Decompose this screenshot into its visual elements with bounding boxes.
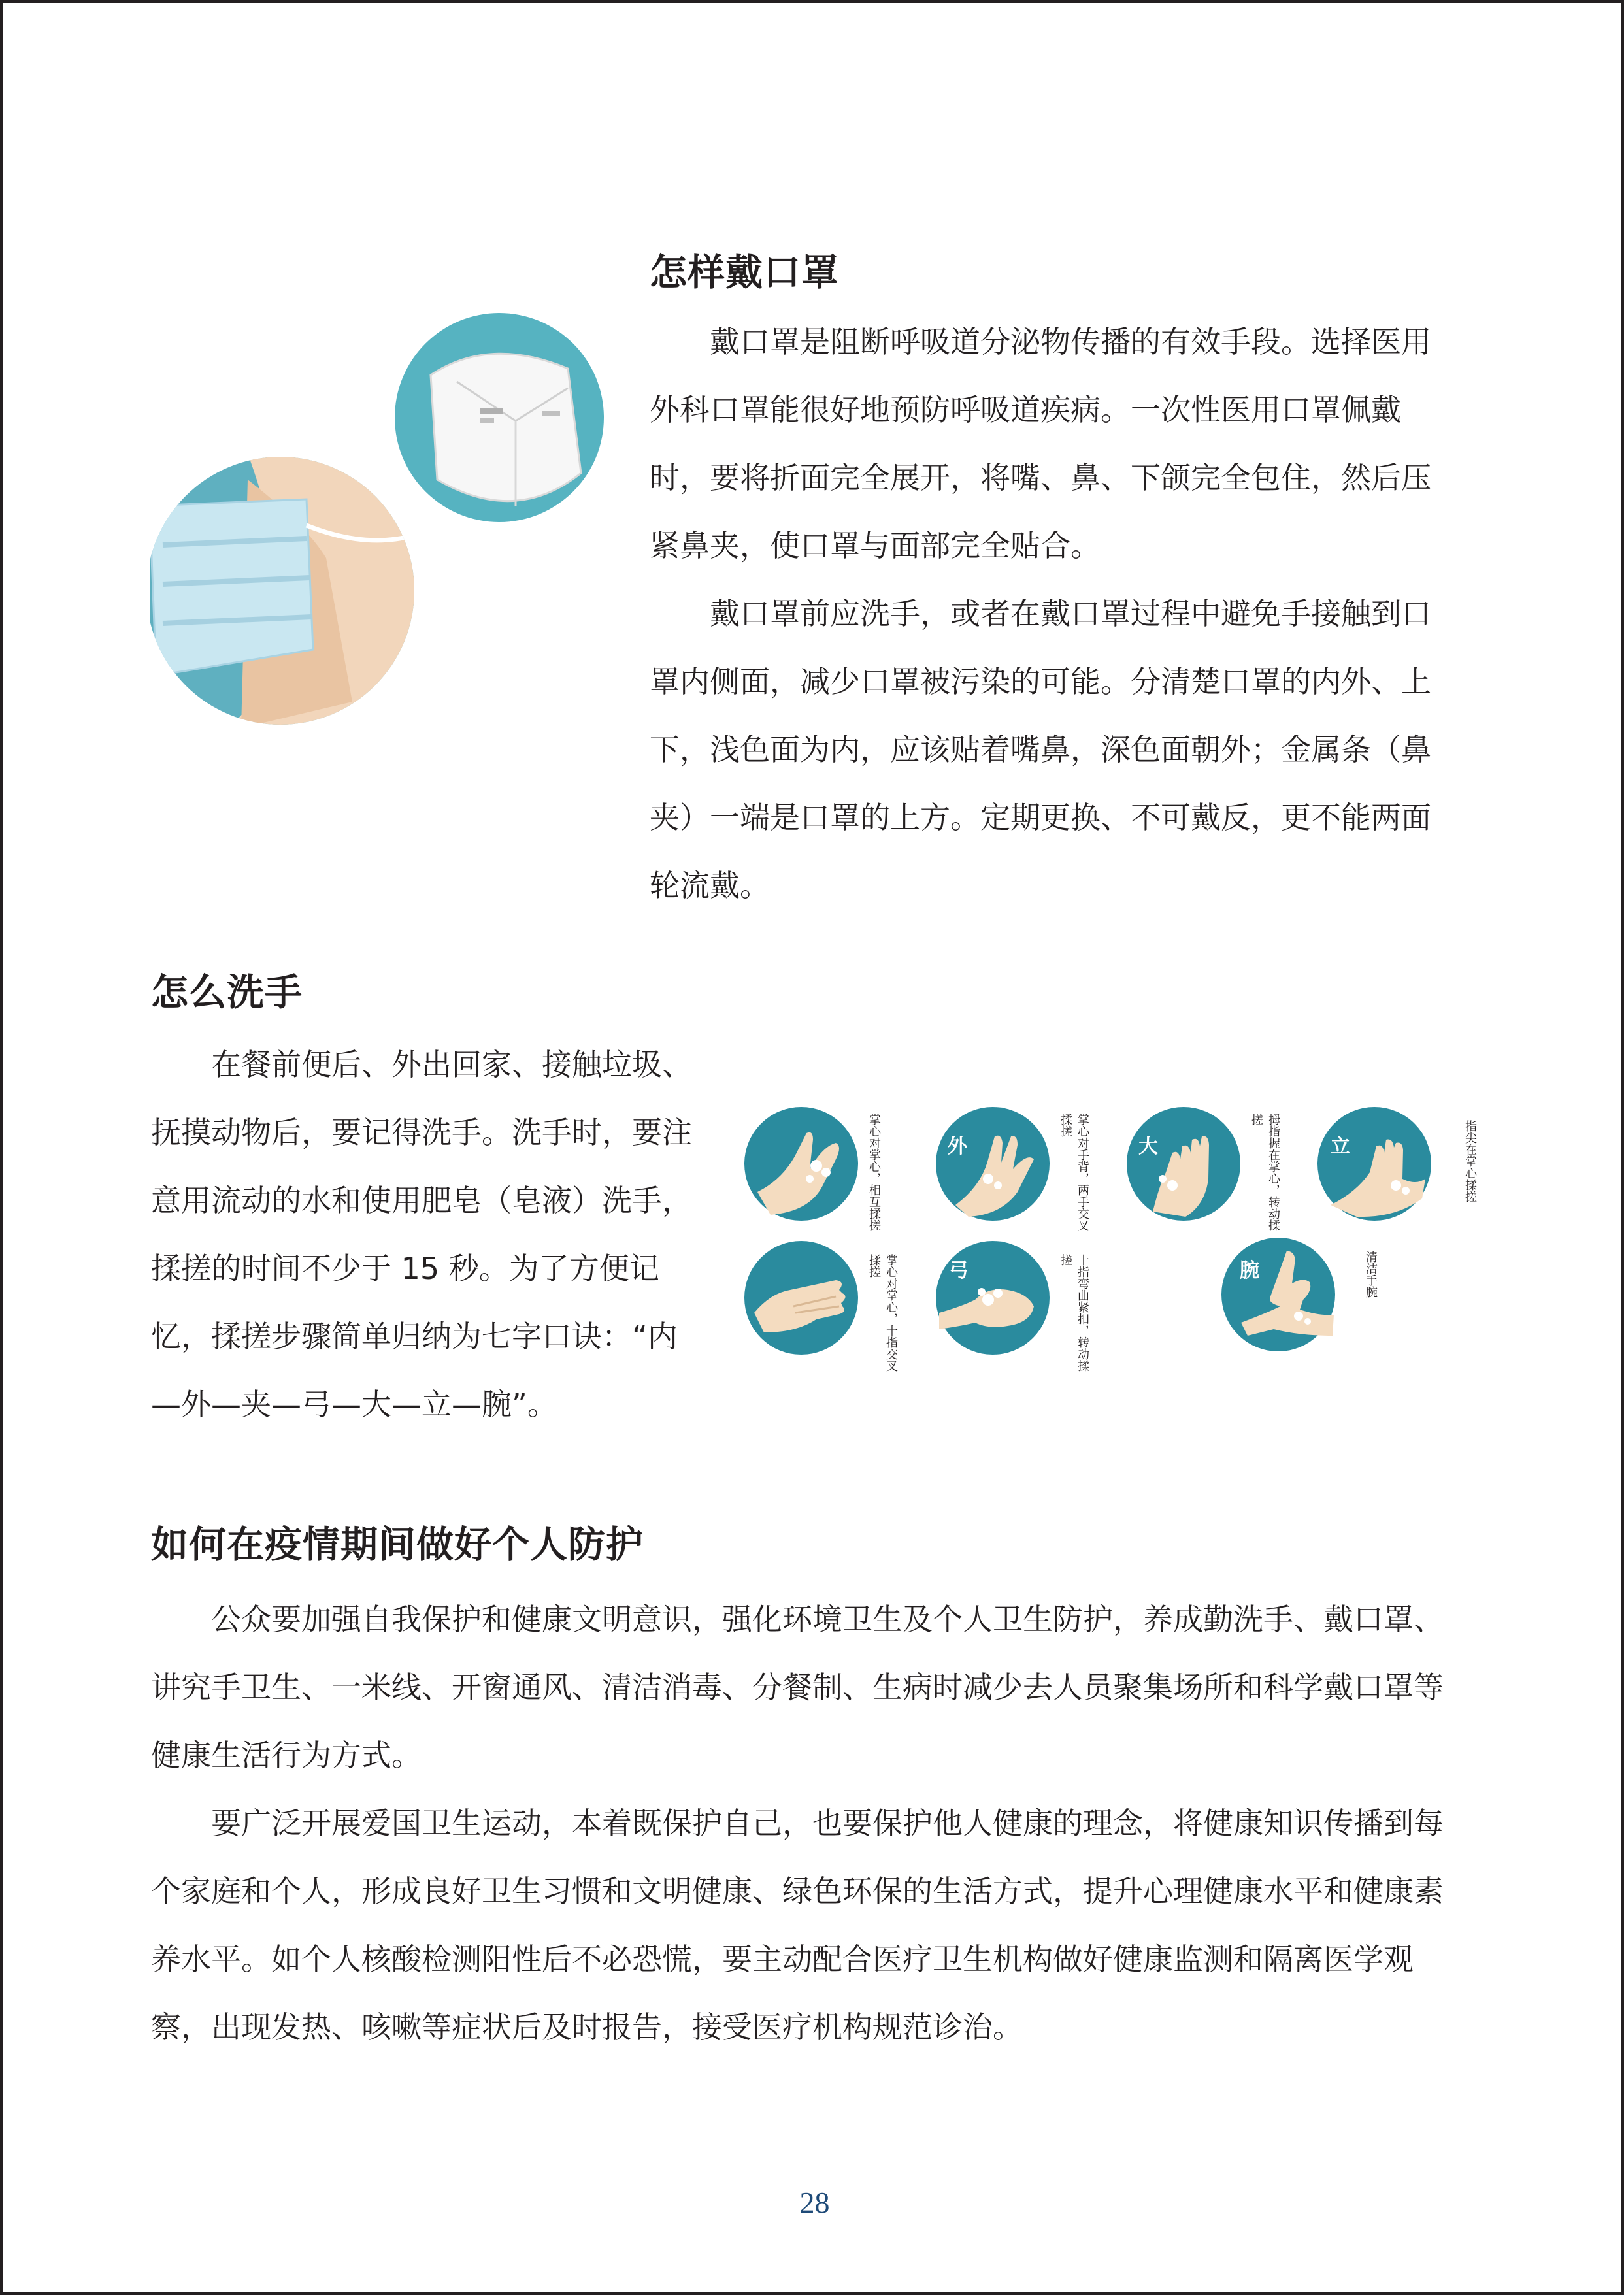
handwash-step-4-caption: 指尖在掌心揉搓: [1463, 1120, 1477, 1202]
handwash-step-7: [1221, 1238, 1391, 1368]
protection-paragraph-1: 公众要加强自我保护和健康文明意识，强化环境卫生及个人卫生防护，养成勤洗手、戴口罩、讲究手卫生、一米线、开窗通风、清洁消毒、分餐制、生病时减少去人员聚集场所和科学戴口罩等健康生活行为方式。: [151, 1602, 1444, 1773]
protection-paragraph-2: 要广泛开展爱国卫生运动，本着既保护自己，也要保护他人健康的理念，将健康知识传播到每个家庭和个人，形成良好卫生习惯和文明健康、绿色环保的生活方式，提升心理健康水平和健康素养水平。如个人核酸检测阳性后不必恐慌，要主动配合医疗卫生机构做好健康监测和隔离医学观察，出现发热、咳嗽等症状后及时报告，接受医疗机构规范诊治。: [151, 1806, 1444, 2045]
handwash-step-6-caption: 十指弯曲紧扣，转动揉搓: [1059, 1254, 1089, 1372]
handwash-step-6-char: 弓: [949, 1259, 969, 1282]
palm-to-palm-icon: [744, 1107, 859, 1221]
handwash-paragraph: 在餐前便后、外出回家、接触垃圾、抚摸动物后，要记得洗手。洗手时，要注意用流动的水和使用肥皂（皂液）洗手，揉搓的时间不少于 15 秒。为了方便记忆，揉搓步骤简单归纳为七字口诀：“内—外—夹—弓—大—立—腕”。: [151, 1047, 692, 1422]
surgical-mask-photo: [150, 454, 424, 728]
mask-section-heading: 怎样戴口罩: [650, 251, 839, 294]
locked-fingers-icon: [936, 1241, 1050, 1355]
handwash-step-5: [744, 1241, 914, 1372]
protection-section-text: [151, 1585, 1461, 2061]
handwash-step-2-char: 外: [948, 1135, 967, 1158]
fingertips-in-palm-icon: [1317, 1107, 1432, 1221]
interlaced-fingers-icon: [744, 1241, 859, 1355]
wrist-wash-icon: [1221, 1238, 1336, 1352]
handwash-step-7-caption: 清洁手腕: [1364, 1251, 1378, 1298]
handwash-step-3-char: 大: [1138, 1135, 1158, 1158]
protection-section-heading: 如何在疫情期间做好个人防护: [151, 1523, 644, 1566]
palm-over-back-icon: [936, 1107, 1050, 1221]
handwash-step-1: [744, 1107, 914, 1238]
mask-illustration: [150, 310, 607, 728]
handwash-step-4-char: 立: [1331, 1135, 1350, 1158]
handwash-step-7-char: 腕: [1240, 1259, 1259, 1282]
handwash-step-5-caption: 掌心对掌心，十指交叉揉搓: [867, 1254, 898, 1372]
mask-section-text: [650, 308, 1460, 919]
handwash-step-2-caption: 掌心对手背，两手交叉揉搓: [1059, 1114, 1089, 1231]
handwash-step-2: [936, 1107, 1106, 1238]
handwash-section-text: [151, 1031, 701, 1438]
handwash-section-heading: 怎么洗手: [151, 971, 303, 1014]
thumb-rotate-icon: [1127, 1107, 1241, 1221]
handwash-step-6: [936, 1241, 1106, 1372]
n95-mask-photo: [391, 310, 607, 525]
handwash-step-3-caption: 拇指握在掌心，转动揉搓: [1250, 1114, 1280, 1231]
page-number: 28: [799, 2186, 830, 2219]
handwash-step-3: [1127, 1107, 1297, 1238]
handwash-step-4: [1317, 1107, 1487, 1238]
mask-paragraph-2: 戴口罩前应洗手，或者在戴口罩过程中避免手接触到口罩内侧面，减少口罩被污染的可能。分清楚口罩的内外、上下，浅色面为内，应该贴着嘴鼻，深色面朝外；金属条（鼻夹）一端是口罩的上方。定期更换、不可戴反，更不能两面轮流戴。: [650, 596, 1431, 903]
handwash-step-1-caption: 掌心对掌心，相互揉搓: [867, 1114, 881, 1231]
mask-paragraph-1: 戴口罩是阻断呼吸道分泌物传播的有效手段。选择医用外科口罩能很好地预防呼吸道疾病。一次性医用口罩佩戴时，要将折面完全展开，将嘴、鼻、下颌完全包住，然后压紧鼻夹，使口罩与面部完全贴合。: [650, 324, 1431, 563]
